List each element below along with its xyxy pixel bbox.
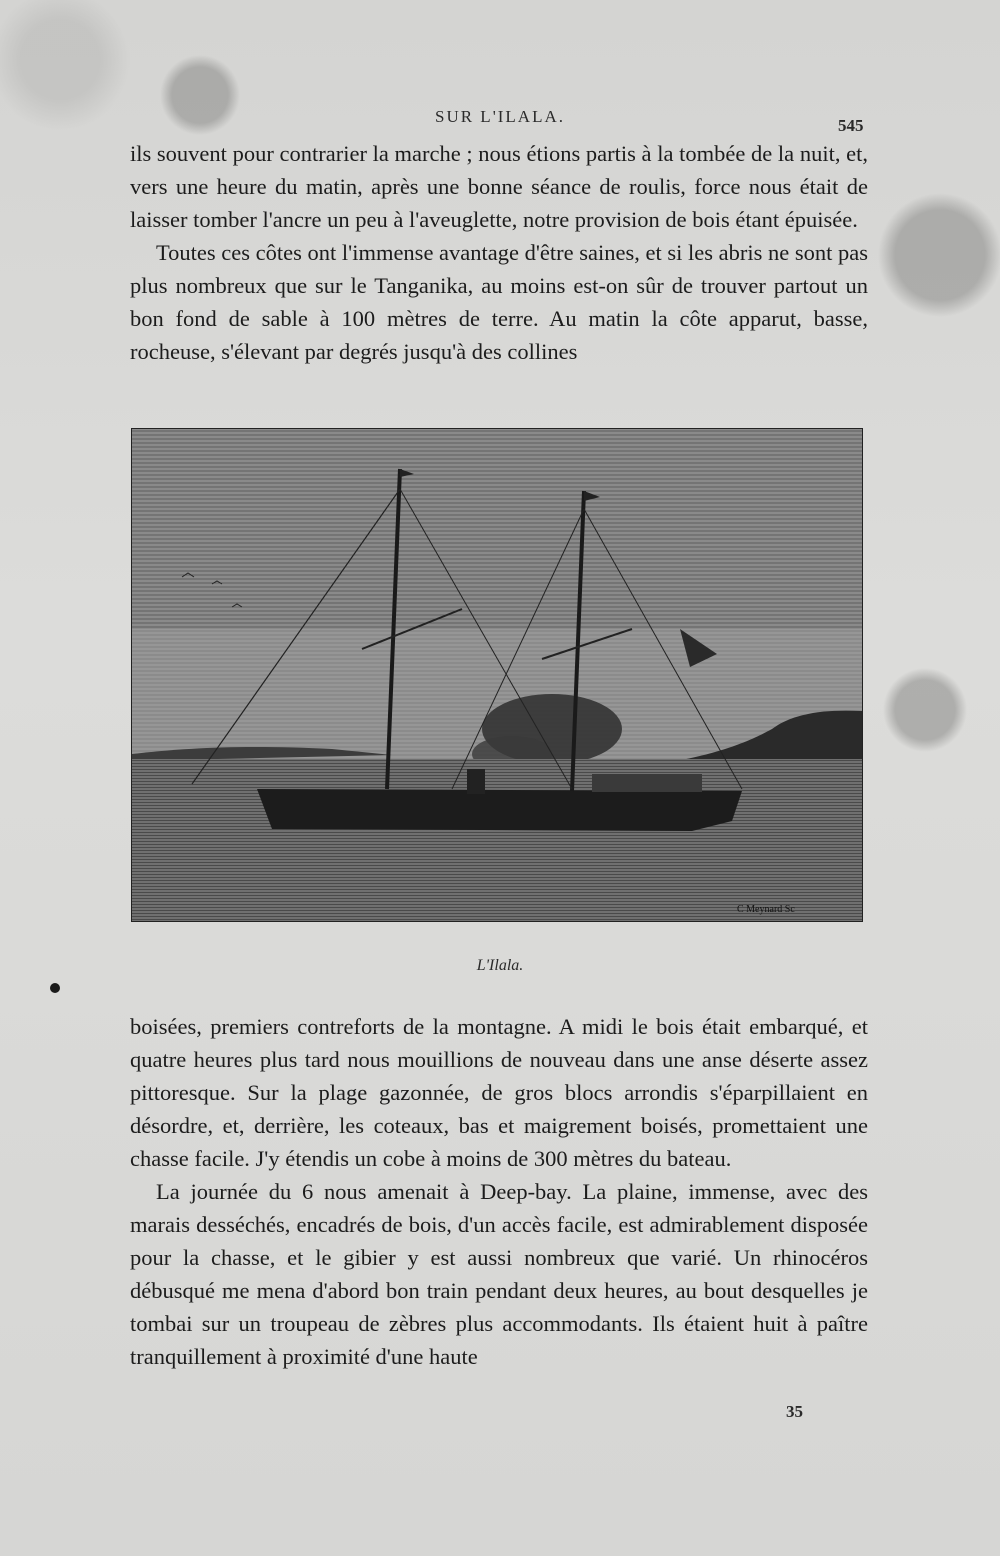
page-number: 545 [838, 116, 864, 135]
paragraph: La journée du 6 nous amenait à Deep-bay. La plaine, immense, avec des marais desséchés, encadrés de bois, d'un accès facile, est admirablement disposée pour la chasse, et le gibier y est aussi nombreux que varié. Un rhinocéros débusqué me mena d'abord bon train pendant deux heures, au bout desquelles je tombai sur un troupeau de zèbres plus accommodants. Ils étaient huit à paître tranquillement à proximité d'une haute [130, 1179, 868, 1369]
paragraph: boisées, premiers contreforts de la montagne. A midi le bois était embarqué, et quatre heures plus tard nous mouillions de nouveau dans une anse déserte assez pittoresque. Sur la plage gazonnée, de gros blocs arrondis s'éparpillaient en désordre, et, derrière, les coteaux, bas et maigrement boisés, promettaient une chasse facile. J'y étendis un cobe à moins de 300 mètres du bateau. [130, 1014, 868, 1171]
figure-caption: L'Ilala. [476, 957, 524, 974]
paragraph: ils souvent pour contrarier la marche ; nous étions partis à la tombée de la nuit, et, vers une heure du matin, après une bonne séance de roulis, force nous était de laisser tomber l'ancre un peu à l'aveuglette, notre provision de bois étant épuisée. [130, 141, 868, 232]
margin-ink-dot [50, 983, 60, 993]
steamship-engraving [132, 429, 862, 921]
engraving-illustration [131, 428, 863, 922]
paragraph: Toutes ces côtes ont l'immense avantage d'être saines, et si les abris ne sont pas plus nombreux que sur le Tanganika, au moins est-on sûr de trouver partout un bon fond de sable à 100 mètres de terre. Au matin la côte apparut, basse, rocheuse, s'élevant par degrés jusqu'à des collines [130, 240, 868, 364]
text-block-top [130, 137, 868, 368]
engraver-signature: C Meynard Sc [737, 904, 795, 915]
running-title: SUR L'ILALA. [434, 107, 565, 126]
text-block-bottom [130, 1010, 868, 1373]
signature-mark: 35 [786, 1402, 803, 1421]
